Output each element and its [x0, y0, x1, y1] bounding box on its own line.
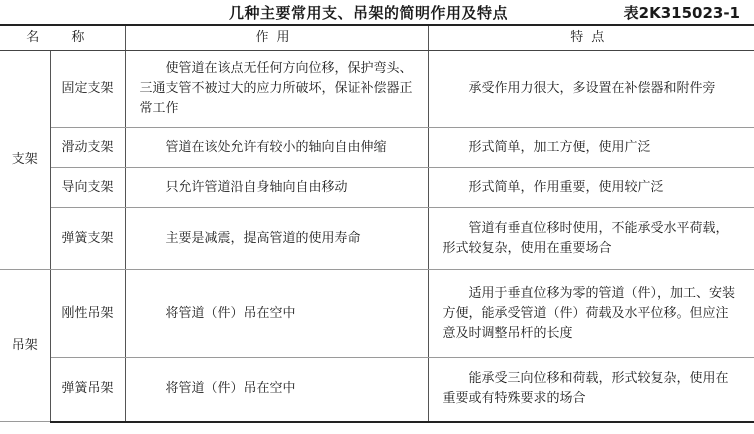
group-label-hanger: 吊架	[0, 270, 50, 422]
table-row	[0, 51, 754, 128]
row-function: 将管道（件）吊在空中	[125, 358, 428, 422]
row-feature: 适用于垂直位移为零的管道（件），加工、安装方便，能承受管道（件）荷载及水平位移。但应注意及时调整吊杆的长度	[428, 270, 754, 358]
row-feature: 管道有垂直位移时使用，不能承受水平荷载，形式较复杂，使用在重要场合	[428, 208, 754, 270]
row-feature: 形式简单，作用重要，使用较广泛	[428, 168, 754, 208]
table-row	[0, 358, 754, 422]
table-caption	[0, 0, 754, 24]
row-feature: 形式简单，加工方便，使用广泛	[428, 128, 754, 168]
row-function: 将管道（件）吊在空中	[125, 270, 428, 358]
column-header-function: 作用	[125, 25, 428, 51]
row-name: 导向支架	[50, 168, 125, 208]
row-name: 固定支架	[50, 51, 125, 128]
row-feature: 承受作用力很大，多设置在补偿器和附件旁	[428, 51, 754, 128]
row-name: 弹簧支架	[50, 208, 125, 270]
column-header-feature: 特点	[428, 25, 754, 51]
table-row	[0, 270, 754, 358]
table-header-row	[0, 25, 754, 51]
row-name: 弹簧吊架	[50, 358, 125, 422]
group-label-support: 支架	[0, 51, 50, 270]
support-hanger-table	[0, 24, 754, 423]
table-row	[0, 168, 754, 208]
row-name: 滑动支架	[50, 128, 125, 168]
row-function: 主要是减震，提高管道的使用寿命	[125, 208, 428, 270]
row-function: 管道在该处允许有较小的轴向自由伸缩	[125, 128, 428, 168]
column-header-name: 名 称	[0, 25, 125, 51]
table-row	[0, 208, 754, 270]
row-name: 刚性吊架	[50, 270, 125, 358]
row-feature: 能承受三向位移和荷载，形式较复杂，使用在重要或有特殊要求的场合	[428, 358, 754, 422]
row-function: 使管道在该点无任何方向位移，保护弯头、三通支管不被过大的应力所破坏，保证补偿器正常工作	[125, 51, 428, 128]
table-number: 表2K315023-1	[623, 4, 740, 22]
table-title: 几种主要常用支、吊架的简明作用及特点	[229, 4, 509, 22]
table-row	[0, 128, 754, 168]
row-function: 只允许管道沿自身轴向自由移动	[125, 168, 428, 208]
